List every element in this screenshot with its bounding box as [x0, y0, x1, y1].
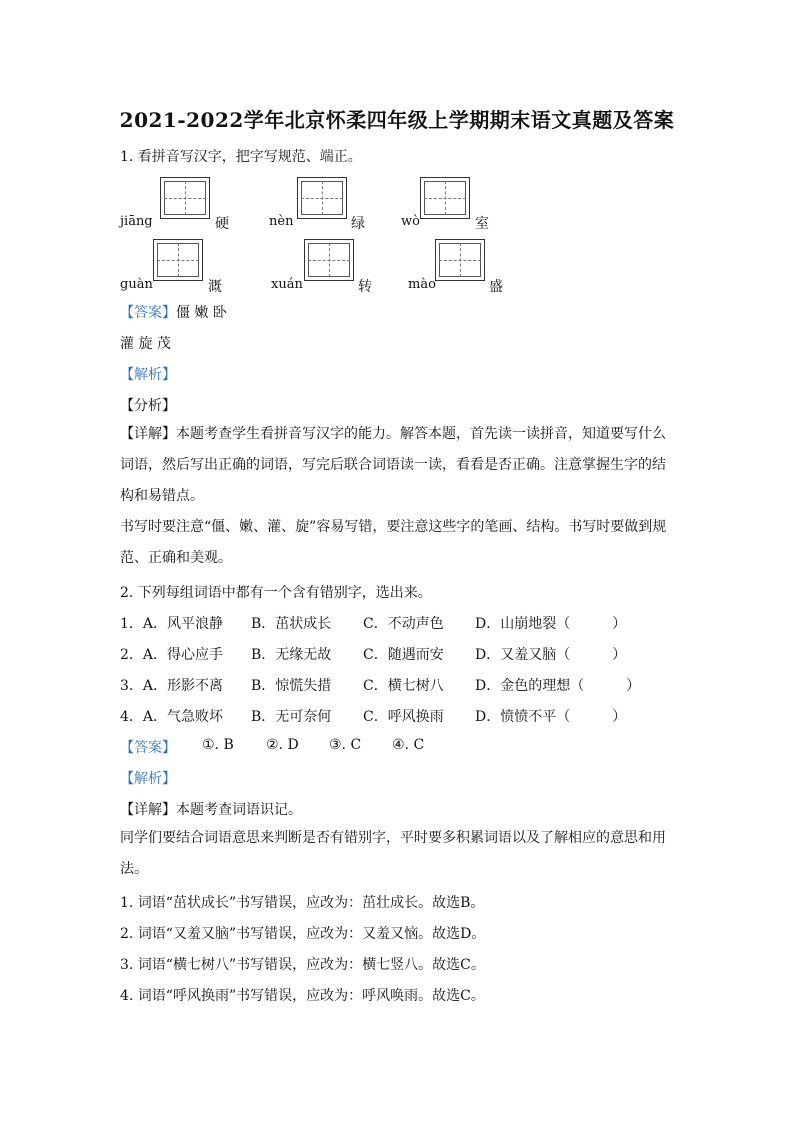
hanzi-label: 硬 — [215, 216, 229, 232]
option-a: 1．A．风平浪静 — [120, 616, 224, 632]
q2-prompt: 2. 下列每组词语中都有一个含有错别字，选出来。 — [120, 585, 432, 601]
option-b: B．无缘无故 — [251, 647, 332, 663]
q1-detail: 【详解】本题考查学生看拼音写汉字的能力。解答本题，首先读一读拼音，知道要写什么词语，然后写出正确的词语，写完后联合词语读一读，看看是否正确。注意掌握生字的结构和易错点。 — [120, 426, 666, 504]
fix-line: 3. 词语“横七树八”书写错误，应改为：横七竖八。故选C。 — [120, 957, 485, 973]
hanzi-label: 盛 — [489, 279, 503, 295]
q1-note: 书写时要注意“僵、嫩、灌、旋”容易写错，要注意这些字的笔画、结构。书写时要做到规范、正确和美观。 — [120, 519, 667, 566]
pinyin-label: xuán — [271, 277, 303, 292]
pinyin-label: mào — [408, 277, 436, 292]
answer-label: 【答案】 — [120, 305, 176, 321]
option-c: C．不动声色 — [363, 616, 444, 632]
answer-text: 僵 嫩 卧 — [176, 305, 227, 321]
hanzi-label: 绿 — [351, 216, 365, 232]
fix-line: 4. 词语“呼风换雨”书写错误，应改为：呼风唤雨。故选C。 — [120, 988, 485, 1004]
fenxi-label: 【分析】 — [120, 398, 176, 414]
answer-item: ④. C — [392, 737, 425, 753]
writing-box[interactable] — [435, 239, 485, 281]
option-d: D．愤愤不平（ ） — [475, 709, 627, 725]
analysis-label: 【解析】 — [120, 771, 176, 787]
writing-box[interactable] — [304, 239, 354, 281]
q2-detail: 【详解】本题考查词语识记。 — [120, 802, 302, 818]
writing-box[interactable] — [160, 177, 210, 219]
writing-box[interactable] — [297, 177, 347, 219]
q1-prompt: 1. 看拼音写汉字，把字写规范、端正。 — [120, 149, 362, 165]
writing-box[interactable] — [420, 177, 470, 219]
option-c: C．呼风换雨 — [363, 709, 444, 725]
fix-line: 1. 词语“茁状成长”书写错误，应改为：茁壮成长。故选B。 — [120, 895, 485, 911]
option-a: 3．A．形影不离 — [120, 678, 224, 694]
option-c: C．横七树八 — [363, 678, 444, 694]
page-title: 2021-2022学年北京怀柔四年级上学期期末语文真题及答案 — [119, 108, 675, 132]
answer-item: ①. B — [202, 737, 234, 753]
option-b: B．惊慌失措 — [251, 678, 332, 694]
answer-item: ③. C — [329, 737, 362, 753]
option-d: D．金色的理想（ ） — [475, 678, 641, 694]
answer-label: 【答案】 — [120, 740, 176, 756]
q1-answer — [120, 302, 227, 322]
hanzi-label: 室 — [475, 216, 489, 232]
option-a: 4．A．气急败坏 — [120, 709, 224, 725]
option-d: D．山崩地裂（ ） — [475, 616, 627, 632]
pinyin-label: guàn — [120, 277, 153, 292]
q2-explain: 同学们要结合词语意思来判断是否有错别字，平时要多积累词语以及了解相应的意思和用法。 — [120, 830, 666, 877]
option-b: B．无可奈何 — [251, 709, 332, 725]
pinyin-label: jiāng — [120, 214, 153, 229]
analysis-label: 【解析】 — [120, 367, 176, 383]
q1-answer-line2: 灌 旋 茂 — [120, 336, 171, 352]
hanzi-label: 转 — [358, 279, 372, 295]
fix-line: 2. 词语“又羞又脑”书写错误，应改为：又羞又恼。故选D。 — [120, 926, 486, 942]
option-c: C．随遇而安 — [363, 647, 444, 663]
writing-box[interactable] — [153, 239, 203, 281]
option-a: 2．A．得心应手 — [120, 647, 224, 663]
answer-item: ②. D — [266, 737, 299, 753]
pinyin-label: wò — [401, 214, 420, 229]
hanzi-label: 溉 — [208, 279, 222, 295]
option-d: D．又羞又脑（ ） — [475, 647, 627, 663]
option-b: B．茁状成长 — [251, 616, 332, 632]
pinyin-label: nèn — [269, 214, 294, 229]
